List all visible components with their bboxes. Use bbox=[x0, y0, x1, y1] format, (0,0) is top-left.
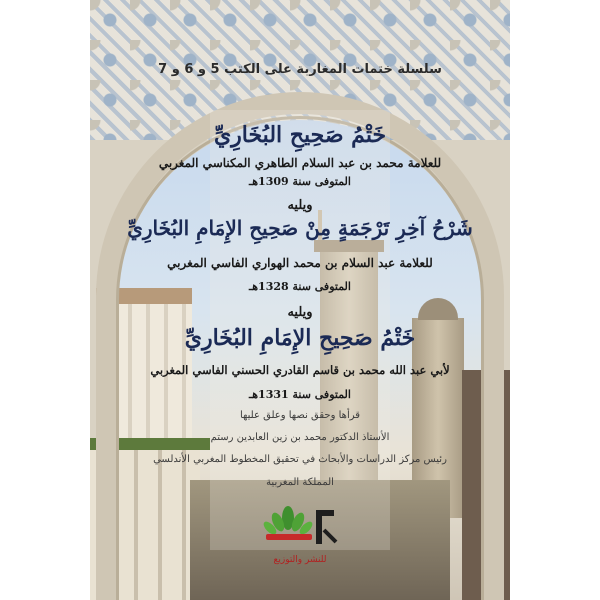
book1-author: للعلامة محمد بن عبد السلام الطاهري المكناسي المغربي bbox=[158, 156, 442, 170]
book3-title: خَتْمُ صَحِيحِ الإِمَامِ البُخَارِيِّ bbox=[184, 325, 416, 351]
book1-death-year: المتوفى سنة 1309هـ bbox=[249, 175, 351, 188]
book1-title: خَتْمُ صَحِيحِ البُخَارِيِّ bbox=[213, 122, 387, 148]
editor-role: قرأها وحقق نصها وعلق عليها bbox=[239, 410, 361, 421]
book-cover bbox=[90, 0, 510, 600]
publisher-logo-icon bbox=[260, 500, 340, 558]
book2-death-year: المتوفى سنة 1328هـ bbox=[249, 280, 351, 293]
book3-author: لأبي عبد الله محمد بن قاسم القادري الحسني الفاسي المغربي bbox=[150, 363, 450, 377]
book2-title: شَرْحُ آخِرِ تَرْجَمَةٍ مِنْ صَحِيحِ الإِمَامِ البُخَارِيِّ bbox=[127, 216, 473, 240]
followed-by-2: ويليه bbox=[287, 305, 313, 320]
book3-death-year: المتوفى سنة 1331هـ bbox=[249, 388, 351, 401]
series-title: سلسلة ختمات المغاربة على الكتب 5 و 6 و 7 bbox=[158, 62, 442, 77]
editor-affiliation: رئيس مركز الدراسات والأبحاث في تحقيق المخطوط المغربي الأندلسي bbox=[153, 454, 447, 465]
publisher-name: للنشر والتوزيع bbox=[273, 555, 327, 565]
book2-author: للعلامة عبد السلام بن محمد الهواري الفاسي المغربي bbox=[167, 256, 433, 270]
followed-by-1: ويليه bbox=[287, 198, 313, 213]
editor-name: الأستاذ الدكتور محمد بن زين العابدين رستم bbox=[210, 432, 390, 443]
editor-country: المملكة المغربية bbox=[266, 477, 334, 488]
